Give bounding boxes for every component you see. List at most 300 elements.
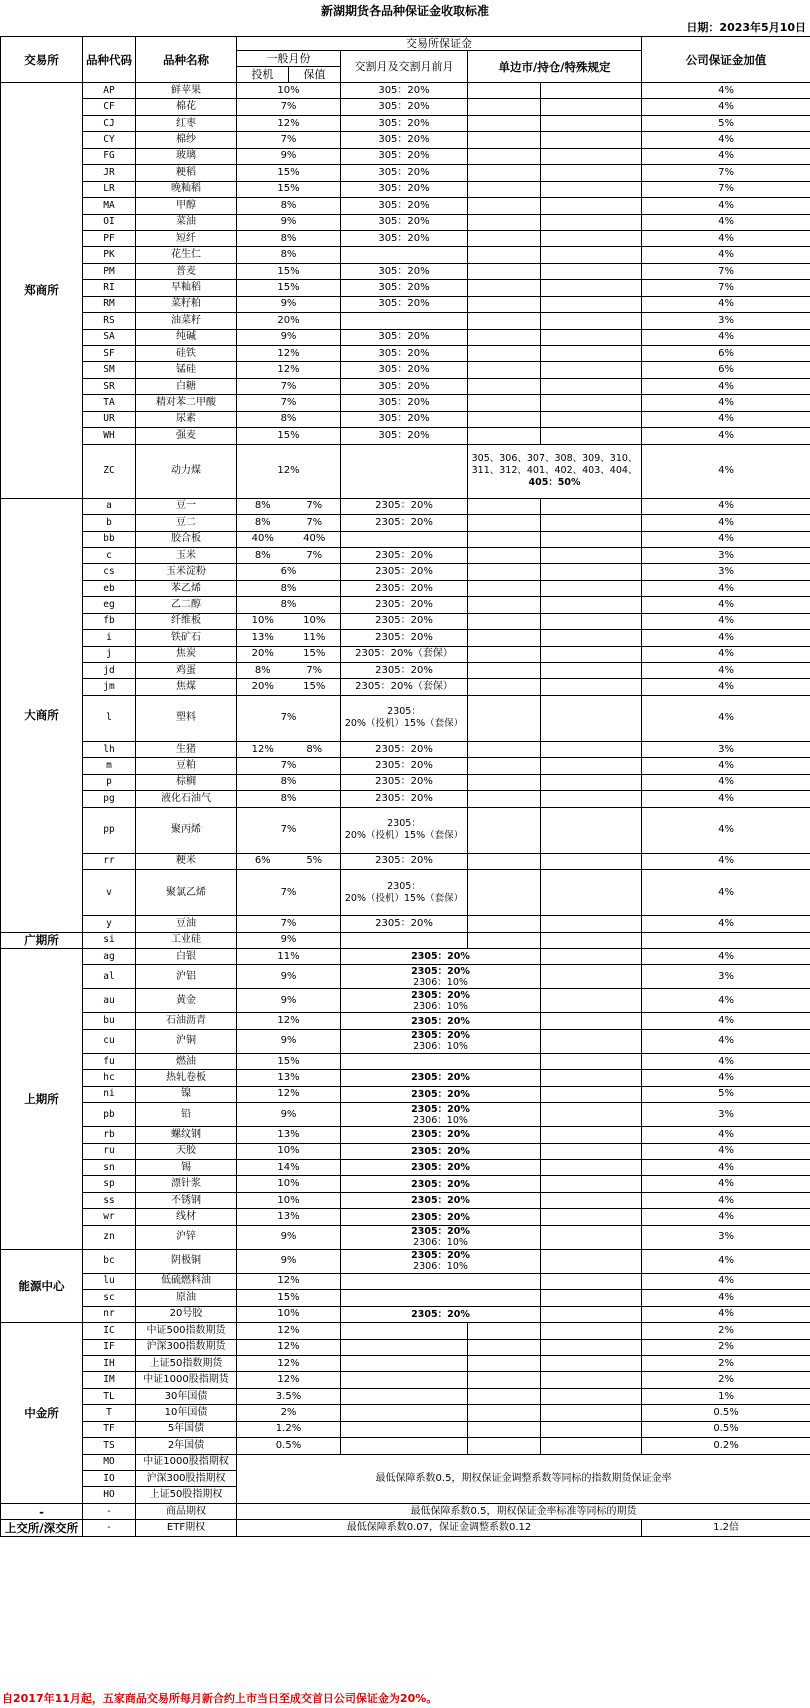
general-margin: 8% xyxy=(237,774,341,790)
table-row xyxy=(1,531,810,547)
product-code: zn xyxy=(83,1225,136,1249)
table-row xyxy=(1,1520,810,1536)
product-code: jd xyxy=(83,663,136,679)
product-code: PF xyxy=(83,230,136,246)
company-margin: 4% xyxy=(642,378,810,394)
table-row xyxy=(1,758,810,774)
special-rule-extra xyxy=(541,870,642,916)
special-rule-extra xyxy=(541,774,642,790)
product-code: cs xyxy=(83,564,136,580)
delivery-line: 2305：20% xyxy=(411,1226,470,1238)
delivery-line: 2305：20% xyxy=(411,1211,470,1223)
product-code: jm xyxy=(83,679,136,695)
delivery-margin xyxy=(341,1070,541,1086)
spec-margin: 20% xyxy=(237,646,289,662)
hedge-margin: 7% xyxy=(289,498,341,514)
product-name: 玉米淀粉 xyxy=(136,564,237,580)
company-margin: 4% xyxy=(642,1029,810,1053)
general-margin: 7% xyxy=(237,870,341,916)
general-margin: 9% xyxy=(237,148,341,164)
special-rule-extra xyxy=(541,1421,642,1437)
options-note: 最低保障系数0.5，期权保证金率标准等同标的期货 xyxy=(237,1503,810,1519)
exchange-name: - xyxy=(1,1503,83,1519)
company-margin: 7% xyxy=(642,165,810,181)
table-row xyxy=(1,1209,810,1225)
special-rule xyxy=(541,1127,642,1143)
delivery-margin xyxy=(341,1290,541,1306)
company-margin: 2% xyxy=(642,1323,810,1339)
product-code: si xyxy=(83,932,136,948)
delivery-line: 20%（投机）15%（套保） xyxy=(344,892,464,904)
special-rule-extra xyxy=(541,547,642,563)
spec-margin: 6% xyxy=(237,853,289,869)
product-code: PM xyxy=(83,263,136,279)
company-margin: 7% xyxy=(642,280,810,296)
product-name: 中证500指数期货 xyxy=(136,1323,237,1339)
product-name: 纯碱 xyxy=(136,329,237,345)
product-name: 红枣 xyxy=(136,115,237,131)
product-name: 棕榈 xyxy=(136,774,237,790)
general-margin: 9% xyxy=(237,1249,341,1273)
product-code: b xyxy=(83,515,136,531)
col-spec-header: 投机 xyxy=(237,67,289,83)
special-rule xyxy=(468,83,541,99)
product-name: 沪铝 xyxy=(136,965,237,989)
table-row xyxy=(1,296,810,312)
spec-margin: 10% xyxy=(237,613,289,629)
delivery-line: 2305：20% xyxy=(411,1162,470,1174)
company-margin: 4% xyxy=(642,791,810,807)
table-row xyxy=(1,1438,810,1454)
table-row xyxy=(1,1339,810,1355)
general-margin: 12% xyxy=(237,1086,341,1102)
special-rule xyxy=(468,515,541,531)
special-rule-extra xyxy=(541,132,642,148)
special-rule-extra xyxy=(541,1323,642,1339)
hedge-margin: 10% xyxy=(289,613,341,629)
delivery-margin xyxy=(341,1339,468,1355)
hedge-margin: 7% xyxy=(289,547,341,563)
table-row xyxy=(1,346,810,362)
hedge-margin: 15% xyxy=(289,646,341,662)
special-rule xyxy=(468,791,541,807)
company-margin: 4% xyxy=(642,1209,810,1225)
delivery-line-next: 2306：10% xyxy=(413,1261,468,1273)
delivery-line: 2305：20% xyxy=(411,1103,470,1115)
delivery-margin: 305：20% xyxy=(341,263,468,279)
product-code: ru xyxy=(83,1143,136,1159)
company-margin: 4% xyxy=(642,1143,810,1159)
delivery-margin xyxy=(341,948,541,964)
general-margin: 12% xyxy=(237,346,341,362)
special-rule xyxy=(468,630,541,646)
company-margin: 4% xyxy=(642,531,810,547)
special-rule xyxy=(468,663,541,679)
table-row xyxy=(1,791,810,807)
general-margin: 9% xyxy=(237,989,341,1013)
product-code: au xyxy=(83,989,136,1013)
delivery-margin xyxy=(341,1086,541,1102)
general-margin: 9% xyxy=(237,214,341,230)
table-row xyxy=(1,329,810,345)
general-margin: 8% xyxy=(237,597,341,613)
company-margin: 2% xyxy=(642,1339,810,1355)
special-rule xyxy=(541,1209,642,1225)
table-row xyxy=(1,1176,810,1192)
delivery-margin: 305：20% xyxy=(341,132,468,148)
company-margin: 4% xyxy=(642,1070,810,1086)
general-margin: 7% xyxy=(237,758,341,774)
product-name: 短纤 xyxy=(136,230,237,246)
special-rule xyxy=(468,444,642,498)
product-name: 早籼稻 xyxy=(136,280,237,296)
delivery-line: 2305：20% xyxy=(411,1195,470,1207)
delivery-margin xyxy=(341,1372,468,1388)
spec-margin: 8% xyxy=(237,515,289,531)
delivery-margin xyxy=(341,695,468,741)
company-margin: 4% xyxy=(642,758,810,774)
table-row xyxy=(1,148,810,164)
table-row xyxy=(1,1225,810,1249)
special-rule xyxy=(468,774,541,790)
general-margin: 12% xyxy=(237,1013,341,1029)
company-margin: 3% xyxy=(642,965,810,989)
product-code: a xyxy=(83,498,136,514)
delivery-margin: 2305：20% xyxy=(341,498,468,514)
col-exchange-margin-header: 交易所保证金 xyxy=(237,37,642,51)
general-margin: 7% xyxy=(237,378,341,394)
delivery-line: 2305：20% xyxy=(411,1145,470,1157)
product-name: 锰硅 xyxy=(136,362,237,378)
special-rule-extra xyxy=(541,313,642,329)
product-name: 焦炭 xyxy=(136,646,237,662)
special-rule-extra xyxy=(541,230,642,246)
product-name: 花生仁 xyxy=(136,247,237,263)
general-margin: 9% xyxy=(237,932,341,948)
company-margin: 4% xyxy=(642,1306,810,1322)
product-code: eg xyxy=(83,597,136,613)
product-code: y xyxy=(83,916,136,932)
delivery-margin: 2305：20% xyxy=(341,774,468,790)
product-code: SM xyxy=(83,362,136,378)
general-margin: 7% xyxy=(237,807,341,853)
exchange-name: 上交所/深交所 xyxy=(1,1520,83,1536)
delivery-margin: 305：20% xyxy=(341,346,468,362)
delivery-line-next: 2306：10% xyxy=(413,1000,468,1012)
special-rule xyxy=(541,1143,642,1159)
product-code: SR xyxy=(83,378,136,394)
product-name: 菜籽粕 xyxy=(136,296,237,312)
company-margin: 3% xyxy=(642,1225,810,1249)
delivery-line: 2305：20% xyxy=(411,989,470,1001)
special-rule-extra xyxy=(541,679,642,695)
product-name: 甲醇 xyxy=(136,198,237,214)
general-margin: 9% xyxy=(237,1225,341,1249)
product-name: 5年国债 xyxy=(136,1421,237,1437)
special-rule xyxy=(541,1273,642,1289)
margin-table xyxy=(0,36,810,1537)
delivery-line: 2305：20% xyxy=(411,965,470,977)
company-margin: 4% xyxy=(642,132,810,148)
product-name: 液化石油气 xyxy=(136,791,237,807)
delivery-margin: 2305：20% xyxy=(341,515,468,531)
table-row xyxy=(1,630,810,646)
hedge-margin: 8% xyxy=(289,741,341,757)
special-rule xyxy=(468,329,541,345)
general-margin: 3.5% xyxy=(237,1388,341,1404)
exchange-name: 广期所 xyxy=(1,932,83,948)
special-rule-extra xyxy=(541,630,642,646)
general-margin: 7% xyxy=(237,695,341,741)
spec-margin: 8% xyxy=(237,663,289,679)
special-rule-extra xyxy=(541,758,642,774)
special-rule-extra xyxy=(541,1355,642,1371)
product-code: fb xyxy=(83,613,136,629)
delivery-margin xyxy=(341,1249,541,1273)
table-row xyxy=(1,1070,810,1086)
delivery-margin xyxy=(341,870,468,916)
product-code: nr xyxy=(83,1306,136,1322)
table-row xyxy=(1,1013,810,1029)
general-margin: 7% xyxy=(237,132,341,148)
delivery-margin xyxy=(341,1127,541,1143)
special-rule xyxy=(468,378,541,394)
table-row xyxy=(1,663,810,679)
table-row xyxy=(1,916,810,932)
company-margin: 4% xyxy=(642,1192,810,1208)
table-row xyxy=(1,362,810,378)
general-margin: 12% xyxy=(237,1372,341,1388)
delivery-margin xyxy=(341,444,468,498)
product-name: 硅铁 xyxy=(136,346,237,362)
special-rule-extra xyxy=(541,115,642,131)
special-rule-extra xyxy=(541,346,642,362)
special-rule xyxy=(468,346,541,362)
company-margin: 1% xyxy=(642,1388,810,1404)
special-rule xyxy=(541,1029,642,1053)
delivery-margin: 305：20% xyxy=(341,296,468,312)
company-margin: 2% xyxy=(642,1372,810,1388)
delivery-margin xyxy=(341,247,468,263)
special-rule xyxy=(468,1339,541,1355)
general-margin: 15% xyxy=(237,280,341,296)
product-code: l xyxy=(83,695,136,741)
general-margin: 7% xyxy=(237,99,341,115)
general-margin: 7% xyxy=(237,395,341,411)
product-name: 线材 xyxy=(136,1209,237,1225)
delivery-margin: 305：20% xyxy=(341,115,468,131)
special-rule xyxy=(468,198,541,214)
special-rule xyxy=(541,1053,642,1069)
special-rule xyxy=(468,1355,541,1371)
delivery-margin: 2305：20% xyxy=(341,741,468,757)
hedge-margin: 15% xyxy=(289,679,341,695)
company-margin: 4% xyxy=(642,296,810,312)
product-code: IH xyxy=(83,1355,136,1371)
company-margin: 2% xyxy=(642,1355,810,1371)
delivery-margin: 2305：20% xyxy=(341,630,468,646)
company-margin: 1.2倍 xyxy=(642,1520,810,1536)
product-code: HO xyxy=(83,1487,136,1503)
footer-note: 自2017年11月起，五家商品交易所每月新合约上市当日至成交首日公司保证金为20%。 xyxy=(2,1692,438,1705)
delivery-line-next: 2306：10% xyxy=(413,976,468,988)
special-rule xyxy=(468,230,541,246)
company-margin: 4% xyxy=(642,774,810,790)
page-title: 新湖期货各品种保证金收取标准 xyxy=(320,4,489,18)
special-rule xyxy=(468,132,541,148)
company-margin: 4% xyxy=(642,853,810,869)
special-rule-extra xyxy=(541,148,642,164)
company-margin: 5% xyxy=(642,1086,810,1102)
company-margin: 4% xyxy=(642,695,810,741)
product-code: hc xyxy=(83,1070,136,1086)
exchange-name: 郑商所 xyxy=(1,83,83,499)
general-margin: 12% xyxy=(237,444,341,498)
special-rule-extra xyxy=(541,663,642,679)
special-rule xyxy=(468,932,541,948)
delivery-margin: 305：20% xyxy=(341,83,468,99)
table-row xyxy=(1,1053,810,1069)
special-rule xyxy=(541,1290,642,1306)
delivery-line: 2305：20% xyxy=(411,1308,470,1320)
table-row xyxy=(1,1103,810,1127)
general-margin: 12% xyxy=(237,1355,341,1371)
company-margin: 4% xyxy=(642,444,810,498)
product-name: 棉花 xyxy=(136,99,237,115)
company-margin: 3% xyxy=(642,1103,810,1127)
delivery-line: 2305：20% xyxy=(411,1088,470,1100)
product-name: 热轧卷板 xyxy=(136,1070,237,1086)
table-row xyxy=(1,613,810,629)
product-name: 尿素 xyxy=(136,411,237,427)
product-code: OI xyxy=(83,214,136,230)
special-rule-extra xyxy=(541,83,642,99)
product-name: 镍 xyxy=(136,1086,237,1102)
table-row xyxy=(1,965,810,989)
product-name: 玉米 xyxy=(136,547,237,563)
table-row xyxy=(1,280,810,296)
product-code: UR xyxy=(83,411,136,427)
product-name: 沪锌 xyxy=(136,1225,237,1249)
product-name: 沪铜 xyxy=(136,1029,237,1053)
col-exchange-header: 交易所 xyxy=(1,37,83,83)
special-rule xyxy=(468,1405,541,1421)
general-margin: 8% xyxy=(237,580,341,596)
product-name: 聚丙烯 xyxy=(136,807,237,853)
special-rule xyxy=(468,646,541,662)
exchange-name: 上期所 xyxy=(1,948,83,1249)
company-margin: 6% xyxy=(642,362,810,378)
product-name: 沪深300指数期货 xyxy=(136,1339,237,1355)
delivery-margin xyxy=(341,1209,541,1225)
company-margin: 4% xyxy=(642,148,810,164)
product-code: al xyxy=(83,965,136,989)
delivery-margin xyxy=(341,1013,541,1029)
special-rule-extra xyxy=(541,296,642,312)
product-name: 低硫燃料油 xyxy=(136,1273,237,1289)
special-rule xyxy=(468,280,541,296)
company-margin xyxy=(642,932,810,948)
delivery-margin xyxy=(341,1029,541,1053)
product-code: pp xyxy=(83,807,136,853)
hedge-margin: 11% xyxy=(289,630,341,646)
special-rule-extra xyxy=(541,181,642,197)
delivery-margin xyxy=(341,1176,541,1192)
table-row xyxy=(1,165,810,181)
delivery-margin xyxy=(341,1421,468,1437)
table-row xyxy=(1,547,810,563)
special-rule xyxy=(468,564,541,580)
hedge-margin: 7% xyxy=(289,663,341,679)
product-name: 玻璃 xyxy=(136,148,237,164)
table-row xyxy=(1,1405,810,1421)
general-margin: 1.2% xyxy=(237,1421,341,1437)
special-rule-extra xyxy=(541,1372,642,1388)
general-margin: 9% xyxy=(237,965,341,989)
product-name: 棉纱 xyxy=(136,132,237,148)
delivery-line: 2305：20% xyxy=(411,1178,470,1190)
product-name: 20号胶 xyxy=(136,1306,237,1322)
delivery-margin: 305：20% xyxy=(341,395,468,411)
general-margin: 8% xyxy=(237,791,341,807)
table-row xyxy=(1,597,810,613)
special-rule xyxy=(468,362,541,378)
table-row xyxy=(1,99,810,115)
general-margin: 6% xyxy=(237,564,341,580)
delivery-margin: 305：20% xyxy=(341,181,468,197)
special-rule-extra xyxy=(541,378,642,394)
company-margin: 3% xyxy=(642,547,810,563)
product-name: 原油 xyxy=(136,1290,237,1306)
company-margin: 4% xyxy=(642,613,810,629)
special-rule xyxy=(468,695,541,741)
special-rule-extra xyxy=(541,646,642,662)
general-margin: 10% xyxy=(237,1306,341,1322)
special-rule xyxy=(468,1438,541,1454)
special-rule-extra xyxy=(541,564,642,580)
product-code: m xyxy=(83,758,136,774)
product-name: 强麦 xyxy=(136,428,237,444)
product-code: LR xyxy=(83,181,136,197)
col-delivery-header: 交割月及交割月前月 xyxy=(341,51,468,83)
table-row xyxy=(1,646,810,662)
general-margin: 12% xyxy=(237,1273,341,1289)
company-margin: 4% xyxy=(642,1160,810,1176)
special-rule-extra xyxy=(541,853,642,869)
table-row xyxy=(1,1273,810,1289)
table-row xyxy=(1,853,810,869)
special-rule xyxy=(541,1192,642,1208)
company-margin: 0.2% xyxy=(642,1438,810,1454)
product-code: TF xyxy=(83,1421,136,1437)
delivery-margin: 305：20% xyxy=(341,428,468,444)
delivery-line-next: 2306：10% xyxy=(413,1237,468,1249)
table-row xyxy=(1,515,810,531)
delivery-line-next: 2306：10% xyxy=(413,1114,468,1126)
company-margin: 4% xyxy=(642,428,810,444)
product-code: CF xyxy=(83,99,136,115)
company-margin: 4% xyxy=(642,948,810,964)
table-row xyxy=(1,1421,810,1437)
general-margin: 13% xyxy=(237,1070,341,1086)
special-rule xyxy=(468,597,541,613)
table-row xyxy=(1,1388,810,1404)
special-rule-extra xyxy=(541,1388,642,1404)
table-row xyxy=(1,1029,810,1053)
special-rule-extra xyxy=(541,531,642,547)
table-row xyxy=(1,1323,810,1339)
delivery-margin: 2305：20% xyxy=(341,580,468,596)
